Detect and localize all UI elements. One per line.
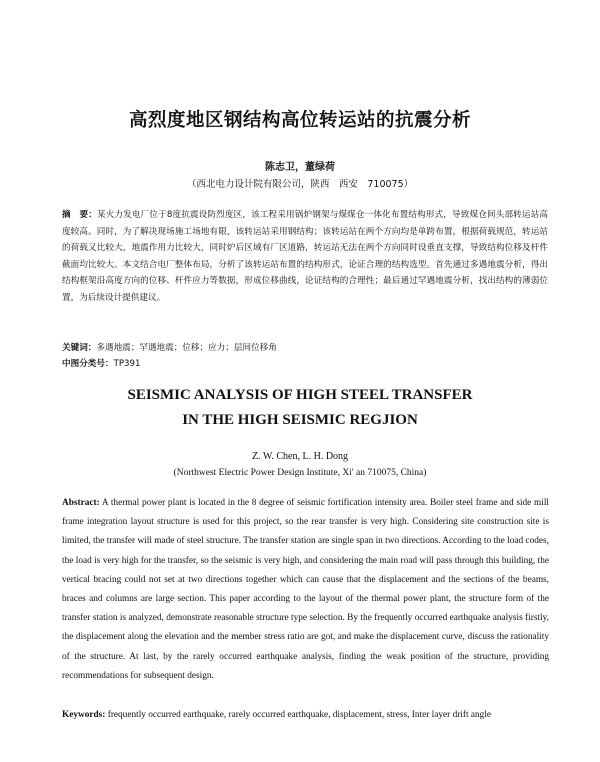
chinese-keywords-label: 关键词： [62, 343, 97, 353]
chinese-keywords [62, 340, 548, 356]
chinese-title: 高烈度地区钢结构高位转运站的抗震分析 [128, 110, 471, 131]
classification-label: 中图分类号： [62, 359, 114, 369]
chinese-abstract [62, 207, 548, 307]
chinese-keywords-text: 多遇地震；罕遇地震；位移；应力；层间位移角 [96, 343, 277, 353]
english-authors: Z. W. Chen, L. H. Dong [251, 451, 349, 462]
chinese-affiliation: （西北电力设计院有限公司，陕西 西安 710075） [186, 179, 414, 190]
english-title-line-2: IN THE HIGH SEISMIC REGJION [182, 412, 418, 428]
english-abstract [62, 494, 549, 686]
english-affiliation: (Northwest Electric Power Design Institute, Xi' an 710075, China) [173, 468, 427, 478]
english-title-line-1: SEISMIC ANALYSIS OF HIGH STEEL TRANSFER [127, 387, 473, 403]
english-title [0, 383, 600, 433]
classification-number: TP391 [113, 359, 141, 369]
english-keywords-text: frequently occurred earthquake, rarely occurred earthquake, displacement, stress, Inter layer drift angle [107, 710, 492, 720]
chinese-abstract-label: 摘 要： [62, 210, 97, 220]
english-keywords [62, 706, 549, 725]
english-keywords-label: Keywords: [62, 710, 106, 720]
english-abstract-text: A thermal power plant is located in the 8 degree of seismic fortification intensity area. Boiler steel frame and side mill frame integration layout structure is used for this project, so the rear transfer is very high. Considering site construction site is limited, the transfer will made of steel structure. The transfer station are single span in two directions. According to the load codes, the load is very high for the transfer, so the seismic is very high, and considering the main road will pass through this building, the vertical bracing could not set at two directions together which can cause that the displacement and the sections of the beams, braces and columns are large section. This paper according to the layout of the thermal power plant, the structure form of the transfer station is analyzed, demonstrate reasonable structure type selection. By the frequently occurred earthquake analysis firstly, the displacement along the elevation and the member stress ratio are got, and make the displacement curve, discuss the rationality of the structure. At last, by the rarely occurred earthquake analysis, finding the weak position of the structure, providing recommendations for subsequent design. [62, 498, 550, 681]
english-abstract-label: Abstract: [62, 498, 100, 508]
chinese-abstract-text: 某火力发电厂位于8度抗震设防烈度区，该工程采用锅炉钢架与煤煤仓一体化布置结构形式，导致煤仓间头部转运站高度较高。同时，为了解决现场施工场地有限，该转运站采用钢结构；该转运站在两个方向均是单跨布置，根据荷载规范，转运站的荷载又比较大，地震作用力比较大，同时炉后区域有厂区道路，转运站无法在两个方向同时设垂直支撑，导致结构位移及杆件截面均比较大。本文结合电厂整体布局，分析了该转运站布置的结构形式，论证合理的结构选型。首先通过多遇地震分析，得出结构框架沿高度方向的位移、杆件应力等数据，形成位移曲线，论证结构的合理性；最后通过罕遇地震分析，找出结构的薄弱位置，为后续设计提供建议。 [62, 210, 548, 303]
chinese-authors: 陈志卫，董绿荷 [265, 162, 335, 173]
chinese-classification [62, 356, 548, 372]
